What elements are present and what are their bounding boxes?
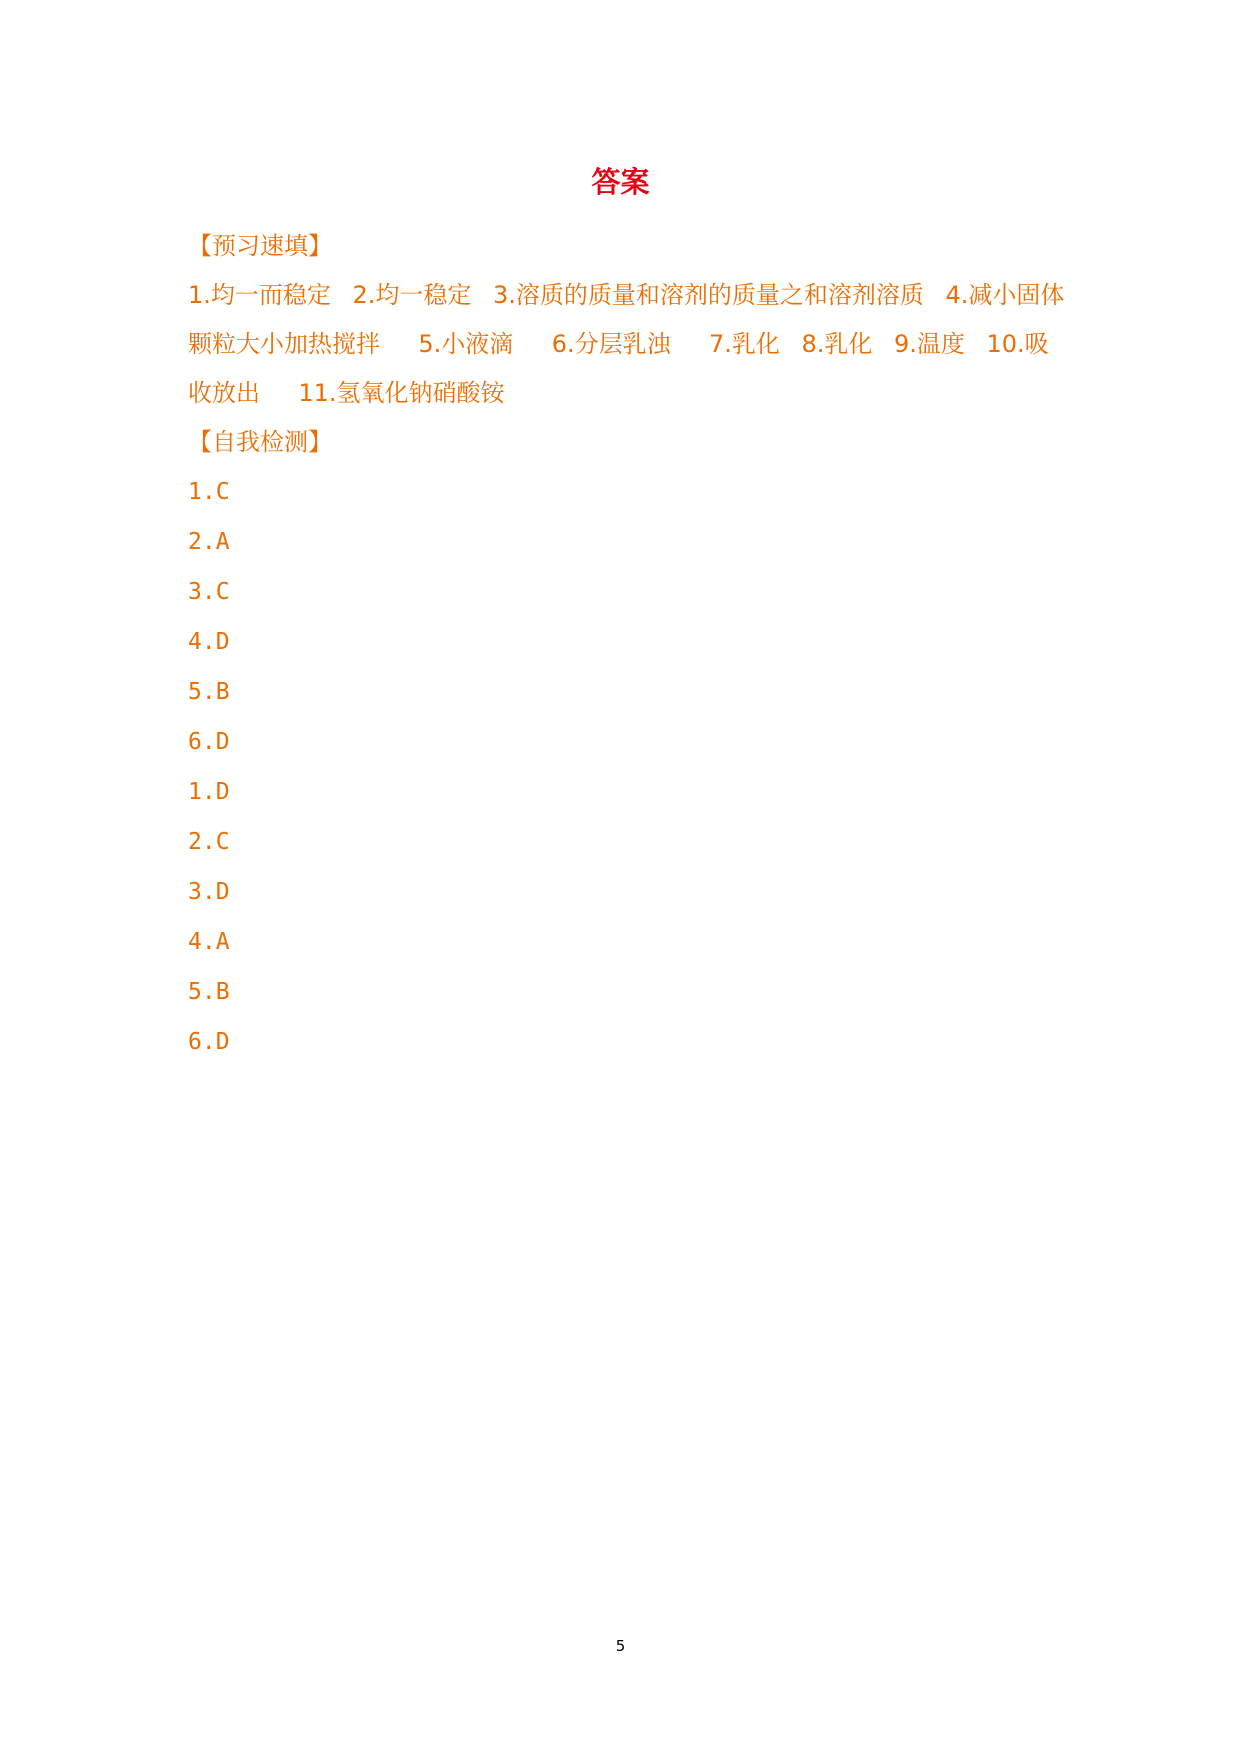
answer-letter: C (215, 479, 230, 505)
preview-heading: 【预习速填】 (188, 232, 332, 260)
self-test-answer (188, 1017, 1068, 1067)
self-test-heading: 【自我检测】 (188, 428, 332, 456)
self-test-answer (188, 717, 1068, 767)
answer-letter: D (215, 629, 230, 655)
answer-letter: B (215, 979, 230, 1005)
answer-letter: C (215, 829, 230, 855)
answer-letter: D (215, 879, 230, 905)
answer-content (188, 222, 1068, 1067)
self-test-answer (188, 967, 1068, 1017)
self-test-answer (188, 617, 1068, 667)
preview-item: 9.温度 (893, 330, 965, 358)
preview-item: 4.减小固体颗粒大小加热搅拌 (188, 281, 1065, 358)
preview-item: 3.溶质的质量和溶剂的质量之和溶剂溶质 (493, 281, 924, 309)
self-test-answer (188, 667, 1068, 717)
self-test-answer (188, 567, 1068, 617)
answer-letter: C (215, 579, 230, 605)
self-test-answer (188, 467, 1068, 517)
preview-answers (188, 271, 1068, 418)
preview-item: 6.分层乳浊 (551, 330, 671, 358)
question-number: 2. (188, 529, 216, 555)
answer-letter: B (215, 679, 230, 705)
self-test-answer (188, 767, 1068, 817)
answer-letter: A (215, 529, 230, 555)
answer-letter: D (215, 1029, 230, 1055)
self-test-answer (188, 917, 1068, 967)
answer-letter: A (215, 929, 230, 955)
question-number: 4. (188, 929, 216, 955)
question-number: 5. (188, 679, 216, 705)
preview-item: 2.均一稳定 (352, 281, 472, 309)
question-number: 6. (188, 1029, 216, 1055)
page-title: 答案 (591, 165, 650, 199)
preview-item: 11.氢氧化钠硝酸铵 (298, 379, 505, 407)
question-number: 6. (188, 729, 216, 755)
preview-item: 7.乳化 (708, 330, 780, 358)
self-test-answer (188, 867, 1068, 917)
question-number: 5. (188, 979, 216, 1005)
question-number: 1. (188, 779, 216, 805)
question-number: 3. (188, 579, 216, 605)
question-number: 3. (188, 879, 216, 905)
question-number: 4. (188, 629, 216, 655)
self-test-answer (188, 817, 1068, 867)
page-number: 5 (615, 1637, 626, 1655)
answer-letter: D (215, 779, 230, 805)
question-number: 2. (188, 829, 216, 855)
preview-item: 1.均一而稳定 (188, 281, 331, 309)
answer-letter: D (215, 729, 230, 755)
preview-item: 10.吸收放出 (188, 330, 1049, 407)
self-test-answer (188, 517, 1068, 567)
preview-item: 5.小液滴 (418, 330, 514, 358)
preview-item: 8.乳化 (801, 330, 873, 358)
question-number: 1. (188, 479, 216, 505)
